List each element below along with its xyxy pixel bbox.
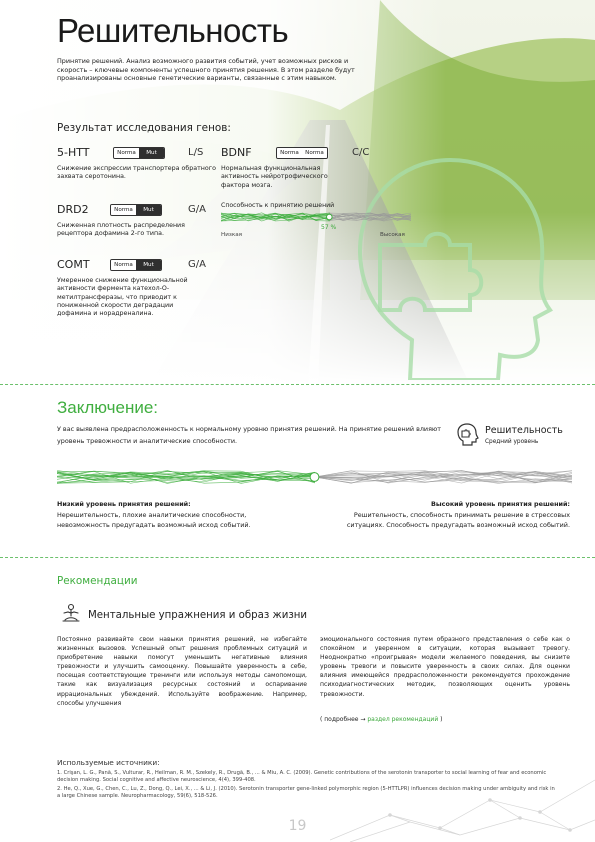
- recommendations-heading: Рекомендации: [57, 575, 138, 587]
- gene-desc-5htt: Снижение экспрессии транспортера обратного захвата серотонина.: [57, 165, 216, 181]
- sources-heading: Используемые источники:: [57, 758, 160, 767]
- gene-name-bdnf: BDNF: [221, 146, 252, 159]
- scale-high-label: Высокая: [380, 232, 405, 238]
- high-level-title: Высокий уровень принятия решений:: [431, 500, 570, 508]
- low-level-text: Нерешительность, плохие аналитические способности, невозможность предугадать возможный исход событий.: [57, 511, 251, 529]
- more-link-line: [320, 716, 442, 723]
- recommendations-col-2: эмоционального состояния путем образного представления о себе как о спокойном и уверенном в ситуации, которая вызывает тревогу. Неоднократно «проигрывая» модели желаемого поведения, вы снизите уровень тревоги и повысите уверенность в своих силах. Для оценки влияния имеющейся предрасположенности рекомендуется прохождение психодиагностических методик, позволяющих оценить уровень тревожности.: [320, 636, 570, 698]
- toggle-norma: Norma: [111, 260, 136, 270]
- genotype-5htt: L/S: [188, 147, 204, 158]
- toggle-bdnf: [276, 147, 328, 159]
- head-puzzle-icon: [455, 422, 479, 446]
- genotype-bdnf: C/C: [352, 147, 370, 158]
- conclusion-text: У вас выявлена предрасположенность к нормальному уровню принятия решений. На принятие решений влияют уровень тревожности и аналитические способности.: [57, 425, 442, 445]
- section-divider-2: [0, 557, 595, 558]
- level-marker: [310, 473, 319, 482]
- source-item: 2. He, Q., Xue, G., Chen, C., Lu, Z., Dong, Q., Lei, X., ... & Li, J. (2010). Serotonin transporter gene-linked polymorphic region (5-HTTLPR) influences decision making under ambiguity and risk in a large Chinese sample. Neuropharmacology, 59(6), 518-526.: [57, 786, 555, 799]
- gene-desc-comt: Умеренное снижение функциональной активности фермента катехол-О-метилтрансферазы, что приводит к пониженной скорости деградации дофамина и норадреналина.: [57, 277, 188, 318]
- scale-low-label: Низкая: [221, 232, 242, 238]
- source-item: 1. Crişan, L. G., Panã, S., Vulturar, R., Heilman, R. M., Szekely, R., Drugã, B., ... & Miu, A. C. (2009). Genetic contributions of the serotonin transporter to social learning of fear and economic decision making. Social cognitive and affective neuroscience, 4(4), 399-408.: [57, 770, 547, 783]
- ability-percent: 57 %: [321, 224, 337, 231]
- recommendations-col-1: Постоянно развивайте свои навыки принятия решений, не избегайте жизненных вызовов. Успешный опыт решения проблемных ситуаций и приобретение навыки помогут уменьшить негативные влияния тревожности и улучшить самооценку. Повышайте уверенность в себе, посещая соответствующие тренинги или используя методы самопомощи, такие как визуализация ресурсных состояний и оспаривание иррациональных убеждений. Используйте воображение. Например, способы улучшения: [57, 636, 307, 707]
- conclusion-title: Заключение:: [57, 398, 159, 417]
- low-level-title: Низкий уровень принятия решений:: [57, 500, 191, 508]
- toggle-comt: [110, 259, 162, 271]
- meditation-icon: [60, 603, 82, 625]
- badge-level: Средний уровень: [485, 439, 539, 445]
- toggle-mut: Mut: [139, 148, 164, 158]
- toggle-drd2: [110, 204, 162, 216]
- section-divider: [0, 384, 595, 385]
- toggle-norma: Norma: [111, 205, 136, 215]
- page-title: Решительность: [57, 12, 289, 49]
- more-prefix: ( подробнее →: [320, 716, 368, 723]
- genes-heading: Результат исследования генов:: [57, 122, 231, 134]
- toggle-5htt: [113, 147, 165, 159]
- page-number: 19: [288, 818, 307, 834]
- ability-marker: [327, 214, 333, 220]
- toggle-norma: Norma: [114, 148, 139, 158]
- badge-title: Решительность: [485, 425, 563, 436]
- more-suffix: ): [438, 716, 443, 723]
- gene-name-drd2: DRD2: [57, 203, 89, 216]
- ability-scale: [221, 210, 411, 224]
- recommendations-subheading: Ментальные упражнения и образ жизни: [88, 610, 308, 621]
- level-scale: [57, 466, 572, 488]
- ability-label: Способность к принятию решений: [221, 202, 335, 209]
- intro-paragraph: Принятие решений. Анализ возможного развития событий, учет возможных рисков и скорость – ключевые компоненты успешного принятия решения. В этом разделе будут проанализированы основные генетические варианты, связанные с этим навыком.: [57, 57, 355, 83]
- toggle-norma-2: Norma: [302, 148, 327, 158]
- gene-name-5htt: 5-HTT: [57, 146, 90, 159]
- gene-desc-bdnf: Нормальная функциональная активность нейротрофического фактора мозга.: [221, 165, 328, 189]
- gene-desc-drd2: Сниженная плотность распределения рецептора дофамина 2-го типа.: [57, 222, 185, 238]
- toggle-mut: Mut: [136, 260, 161, 270]
- high-level-text: Решительность, способность принимать решение в стрессовых ситуациях. Способность предугадать возможный исход событий.: [346, 511, 570, 529]
- genotype-drd2: G/A: [188, 204, 206, 215]
- gene-name-comt: COMT: [57, 258, 90, 271]
- genotype-comt: G/A: [188, 259, 206, 270]
- head-puzzle-illustration: [330, 150, 560, 380]
- network-decoration: [330, 760, 595, 842]
- toggle-norma: Norma: [277, 148, 302, 158]
- toggle-mut: Mut: [136, 205, 161, 215]
- more-link[interactable]: раздел рекомендаций: [367, 716, 439, 723]
